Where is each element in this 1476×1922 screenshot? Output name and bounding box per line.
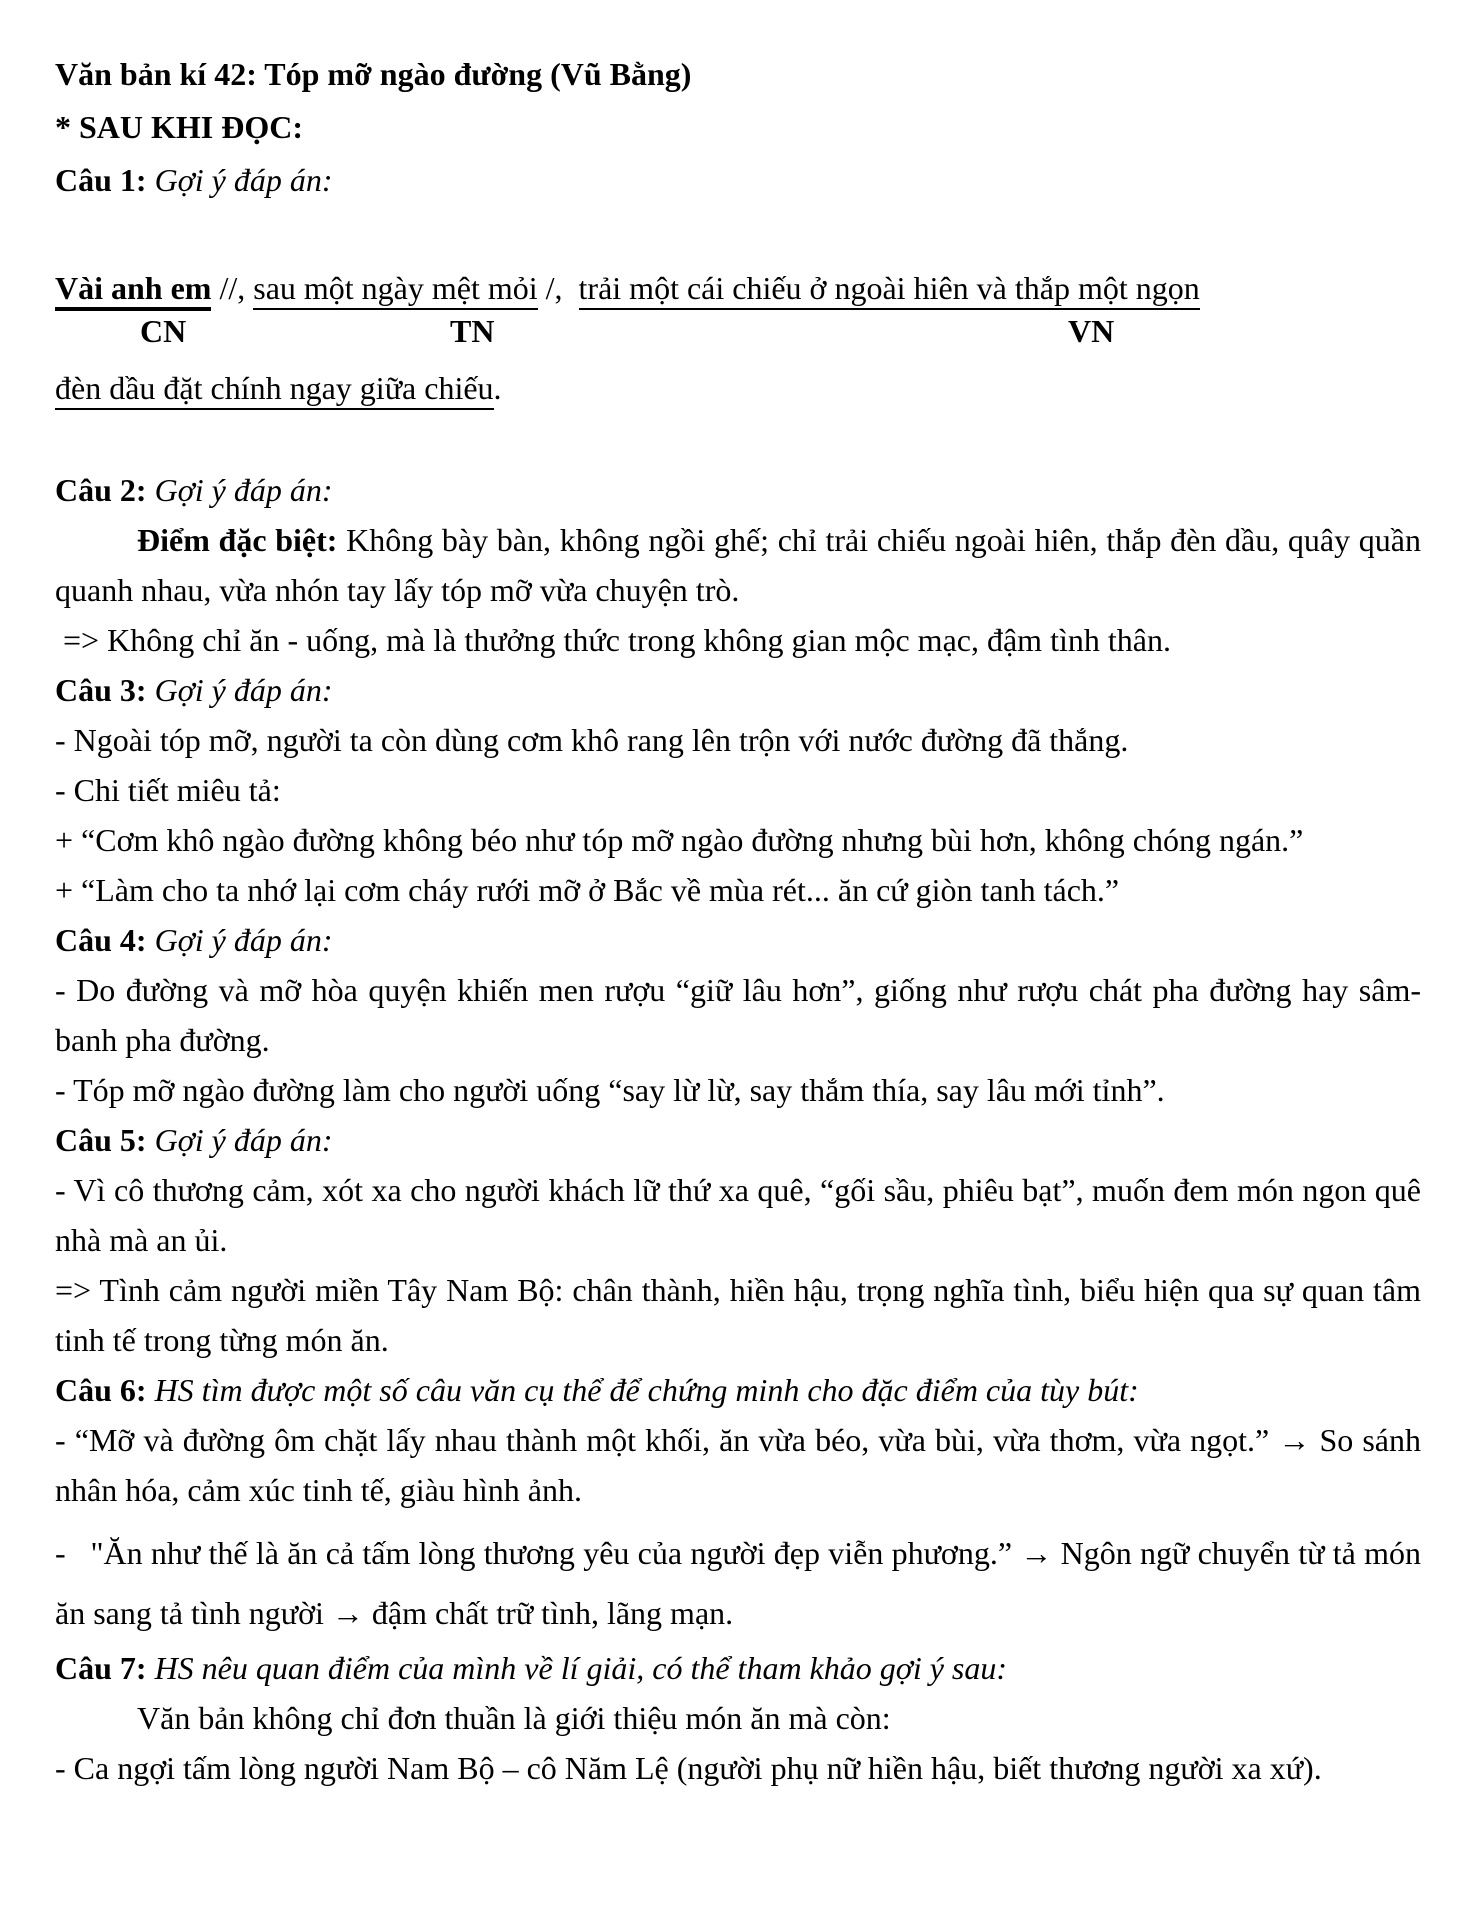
q5-answer-item: - Vì cô thương cảm, xót xa cho người khách lữ thứ xa quê, “gối sầu, phiêu bạt”, muốn đem món ngon quê nhà mà an ủi. xyxy=(55,1172,1429,1258)
question-6-heading xyxy=(55,1365,1421,1415)
question-5-label: Câu 5: xyxy=(55,1122,147,1158)
question-2-heading xyxy=(55,465,1421,515)
question-4-heading xyxy=(55,915,1421,965)
special-point-label: Điểm đặc biệt: xyxy=(137,522,338,558)
q7-answer-item: - Ca ngợi tấm lòng người Nam Bộ – cô Năm Lệ (người phụ nữ hiền hậu, biết thương người xa xứ). xyxy=(55,1750,1322,1786)
section-header: * SAU KHI ĐỌC: xyxy=(55,109,304,145)
blank-gap xyxy=(55,413,1421,465)
special-point-text: Không bày bàn, không ngồi ghế; chỉ trải chiếu ngoài hiên, thắp đèn dầu, quây quần quanh nhau, vừa nhón tay lấy tóp mỡ vừa chuyện trò. xyxy=(55,522,1430,608)
adverbial-separator: /, xyxy=(537,270,579,306)
subject-separator: //, xyxy=(211,270,254,306)
document-title: Văn bản kí 42: Tóp mỡ ngào đường (Vũ Bằng) xyxy=(55,56,692,92)
question-2-hint: Gợi ý đáp án: xyxy=(146,472,333,508)
question-2-label: Câu 2: xyxy=(55,472,147,508)
q7-intro: Văn bản không chỉ đơn thuần là giới thiệu món ăn mà còn: xyxy=(137,1700,891,1736)
q3-answer-item: - Ngoài tóp mỡ, người ta còn dùng cơm khô rang lên trộn với nước đường đã thắng. xyxy=(55,722,1129,758)
question-7-hint: HS nêu quan điểm của mình về lí giải, có thể tham khảo gợi ý sau: xyxy=(146,1650,1008,1686)
question-3-hint: Gợi ý đáp án: xyxy=(146,672,333,708)
q3-answer-item: - Chi tiết miêu tả: xyxy=(55,772,281,808)
q4-answer-item: - Do đường và mỡ hòa quyện khiến men rượu “giữ lâu hơn”, giống như rượu chát pha đường hay sâm-banh pha đường. xyxy=(55,972,1421,1058)
question-3-label: Câu 3: xyxy=(55,672,147,708)
document-header xyxy=(55,48,1421,207)
grammar-labels-row xyxy=(55,313,1421,363)
sentence-period: . xyxy=(493,370,502,406)
question-4-label: Câu 4: xyxy=(55,922,147,958)
grammar-label-vn: VN xyxy=(1068,313,1115,349)
question-4-hint: Gợi ý đáp án: xyxy=(146,922,333,958)
question-1-heading xyxy=(55,154,1421,207)
sentence-predicate-part1: trải một cái chiếu ở ngoài hiên và thắp một ngọn xyxy=(579,270,1200,310)
q3-answer-item: + “Cơm khô ngào đường không béo như tóp mỡ ngào đường nhưng bùi hơn, không chóng ngán.” xyxy=(55,822,1304,858)
question-1-label: Câu 1: xyxy=(55,162,147,198)
q2-conclusion: => Không chỉ ăn - uống, mà là thưởng thức trong không gian mộc mạc, đậm tình thân. xyxy=(55,622,1171,658)
sentence-subject: Vài anh em xyxy=(55,270,211,311)
question-6-hint: HS tìm được một số câu văn cụ thể để chứng minh cho đặc điểm của tùy bút: xyxy=(146,1372,1139,1408)
question-1-hint: Gợi ý đáp án: xyxy=(146,162,333,198)
q3-answer-item: + “Làm cho ta nhớ lại cơm cháy rưới mỡ ở Bắc về mùa rét... ăn cứ giòn tanh tách.” xyxy=(55,872,1120,908)
question-5-heading xyxy=(55,1115,1421,1165)
question-3-heading xyxy=(55,665,1421,715)
sentence-predicate-part2: đèn dầu đặt chính ngay giữa chiếu xyxy=(55,370,494,410)
sentence-analysis-line-1 xyxy=(55,263,1421,313)
q2-special-point xyxy=(55,515,1430,615)
q6-answer-item: - “Mỡ và đường ôm chặt lấy nhau thành một khối, ăn vừa béo, vừa bùi, vừa thơm, vừa ngọt.” → So sánh nhân hóa, cảm xúc tinh tế, giàu hình ảnh. xyxy=(55,1422,1429,1508)
grammar-label-tn: TN xyxy=(450,313,495,349)
q6-answer-item: - "Ăn như thế là ăn cả tấm lòng thương yêu của người đẹp viễn phương.” → Ngôn ngữ chuyển từ tả món ăn sang tả tình người → đậm chất trữ tình, lãng mạn. xyxy=(55,1535,1429,1631)
question-7-label: Câu 7: xyxy=(55,1650,147,1686)
question-6-label: Câu 6: xyxy=(55,1372,147,1408)
question-7-heading xyxy=(55,1643,1421,1693)
q4-answer-item: - Tóp mỡ ngào đường làm cho người uống “say lừ lừ, say thắm thía, say lâu mới tỉnh”. xyxy=(55,1072,1165,1108)
question-5-hint: Gợi ý đáp án: xyxy=(146,1122,333,1158)
q5-answer-item: => Tình cảm người miền Tây Nam Bộ: chân thành, hiền hậu, trọng nghĩa tình, biểu hiện qua sự quan tâm tinh tế trong từng món ăn. xyxy=(55,1272,1429,1358)
sentence-analysis-line-2 xyxy=(55,363,1421,413)
grammar-label-cn: CN xyxy=(140,313,187,349)
sentence-adverbial: sau một ngày mệt mỏi xyxy=(253,270,537,310)
blank-gap xyxy=(55,207,1421,263)
